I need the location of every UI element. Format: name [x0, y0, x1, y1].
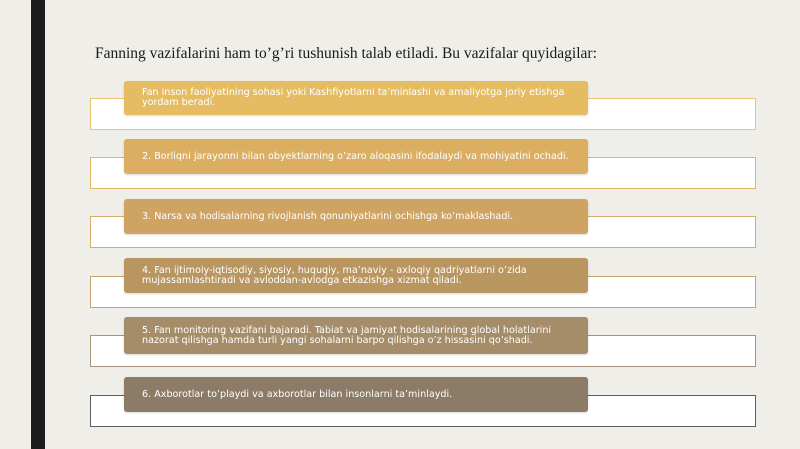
- item-6-text: 6. Axborotlar to’playdi va axborotlar bilan insonlarni ta’minlaydi.: [142, 388, 453, 400]
- item-4-text: 4. Fan ijtimoiy-iqtisodiy, siyosiy, huquqiy, ma’naviy - axloqiy qadriyatlarni o’zida mujassamlashtiradi va avloddan-avlodga etkazishga xizmat qiladi.: [142, 264, 527, 286]
- item-5-text: 5. Fan monitoring vazifani bajaradi. Tabiat va jamiyat hodisalarining global holatlarini nazorat qilishga hamda turli yangi sohalarni barpo qilishga o’z hissasini qo’shadi.: [142, 324, 552, 346]
- item-5-card: [124, 317, 588, 354]
- item-3-text: 3. Narsa va hodisalarning rivojlanish qonuniyatlarini ochishga ko’maklashadi.: [142, 210, 514, 222]
- item-1-card: [124, 81, 588, 115]
- item-2-text: 2. Borliqni jarayonni bilan obyektlarning o’zaro aloqasini ifodalaydi va mohiyatini ochadi.: [142, 150, 569, 162]
- item-4-card: [124, 258, 588, 293]
- left-accent-bar: [31, 0, 45, 449]
- item-6-card: [124, 377, 588, 412]
- item-2-card: [124, 139, 588, 174]
- item-3-card: [124, 199, 588, 234]
- item-1-text: Fan inson faoliyatining sohasi yoki Kashfiyotlarni ta’minlashi va amaliyotga joriy etishga yordam beradi.: [142, 87, 565, 108]
- slide-heading: Fanning vazifalarini ham to’g’ri tushunish talab etiladi. Bu vazifalar quyidagilar:: [95, 45, 597, 62]
